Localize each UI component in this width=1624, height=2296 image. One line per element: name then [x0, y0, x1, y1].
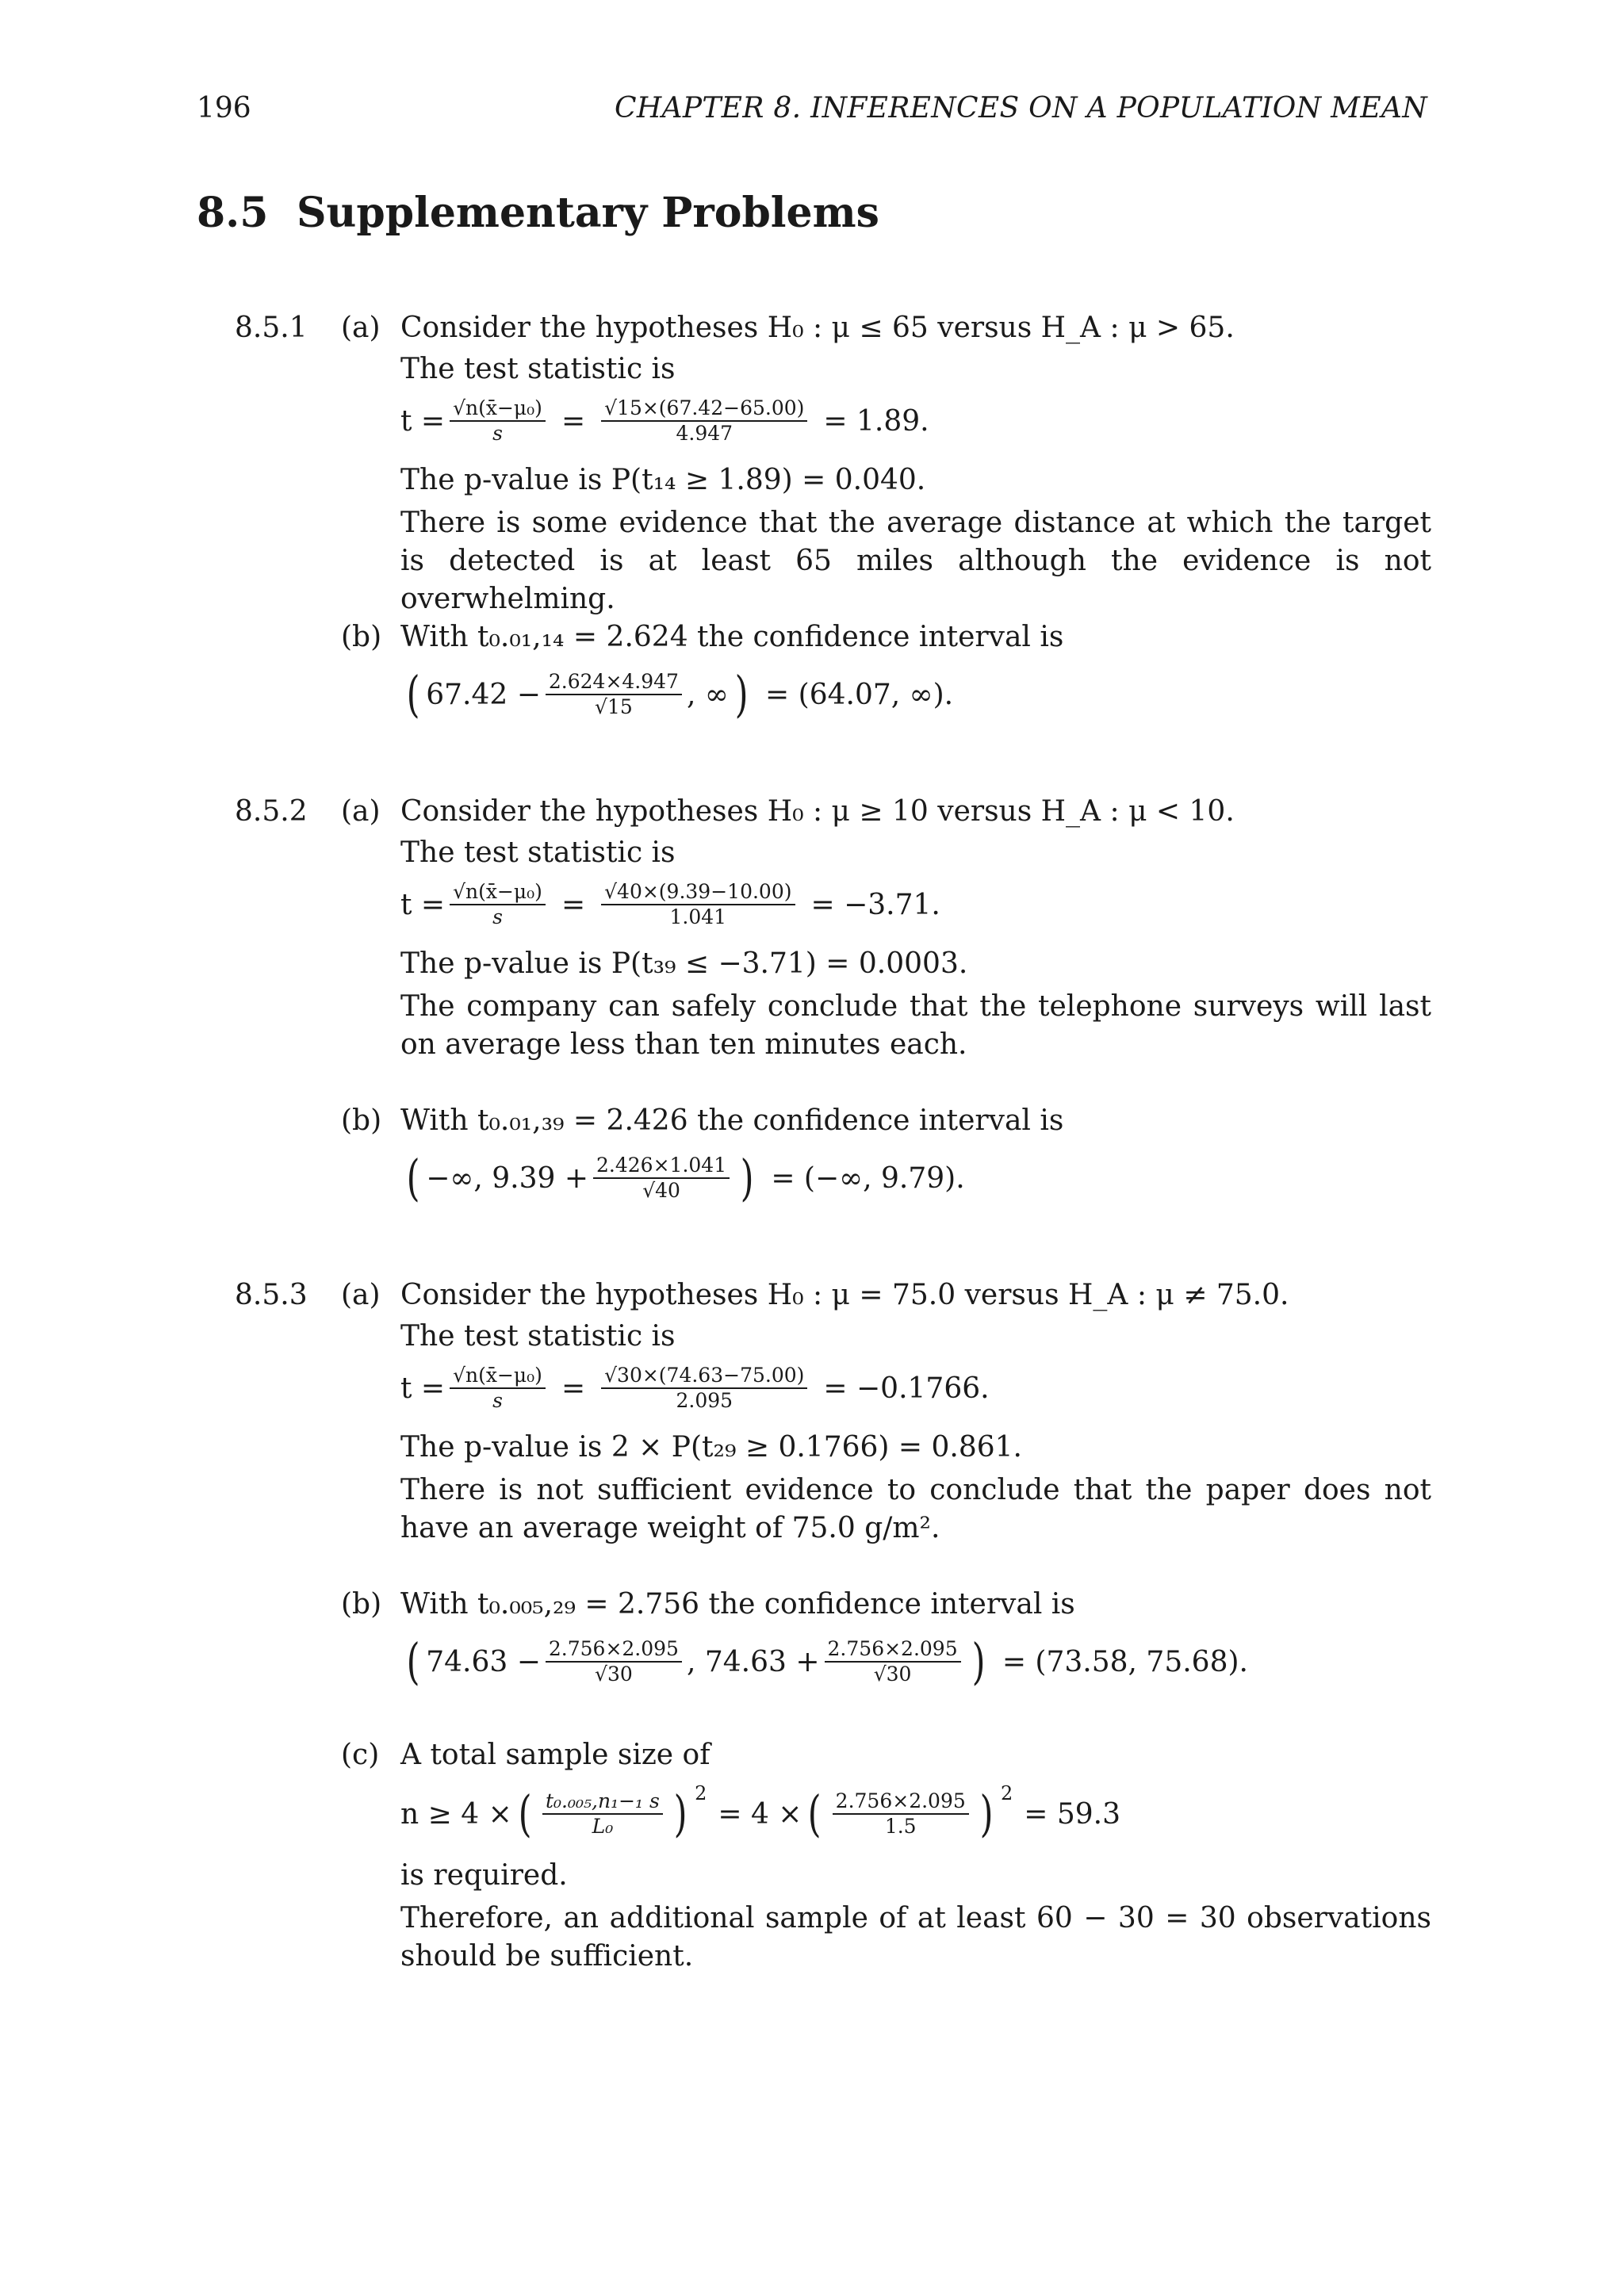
test-statistic-formula — [400, 1365, 990, 1412]
ci-left: 74.63 − — [426, 1645, 541, 1678]
confidence-interval-formula — [400, 665, 954, 723]
ci-fraction-lower — [546, 1636, 682, 1686]
p-value-text: The p-value is P(t₁₄ ≥ 1.89) = 0.040. — [400, 464, 926, 496]
fraction-denominator: 1.041 — [669, 905, 727, 929]
confidence-interval-intro: With t₀.₀₁,₃₉ = 2.426 the confidence interval is — [400, 1104, 1064, 1137]
formula-lhs: t = — [400, 1372, 446, 1405]
fraction-denominator: √30 — [595, 1663, 633, 1686]
fraction-denominator: s — [492, 422, 503, 446]
section-heading — [197, 189, 879, 237]
fraction-numerator: √30×(74.63−75.00) — [601, 1365, 807, 1389]
confidence-interval-intro: With t₀.₀₀₅,₂₉ = 2.756 the confidence interval is — [400, 1588, 1075, 1621]
fraction-numerator: 2.756×2.095 — [546, 1639, 682, 1663]
general-fraction — [450, 398, 546, 445]
test-statistic-intro: The test statistic is — [400, 836, 676, 869]
numeric-fraction — [601, 398, 807, 445]
formula-result: = −3.71. — [810, 888, 940, 921]
conclusion-text: Therefore, an additional sample of at least 60 − 30 = 30 observations should be sufficient. — [400, 1902, 1431, 1973]
fraction-numerator: 2.624×4.947 — [546, 672, 682, 695]
test-statistic-formula — [400, 398, 929, 445]
fraction-denominator: 2.095 — [676, 1389, 733, 1413]
section-number: 8.5 — [197, 189, 269, 237]
conclusion-text: The company can safely conclude that the telephone surveys will last on average less than ten minutes each. — [400, 990, 1431, 1061]
fraction-denominator: s — [492, 905, 503, 929]
confidence-interval-formula — [400, 1149, 965, 1207]
page-number: 196 — [197, 92, 251, 124]
formula-lhs: n ≥ 4 × — [400, 1797, 512, 1831]
equals-sign: = — [561, 888, 586, 921]
paren-close: ) — [979, 1785, 994, 1843]
ci-right: , ∞ — [686, 678, 729, 711]
conclusion-text: There is some evidence that the average distance at which the target is detected is at least 65 miles although the evidence is not overwhelming. — [400, 507, 1431, 615]
equals-sign: = — [561, 1372, 586, 1405]
fraction-denominator: √30 — [873, 1663, 912, 1686]
required-text: is required. — [400, 1859, 568, 1892]
fraction-numerator: √40×(9.39−10.00) — [601, 882, 795, 905]
fraction-denominator: s — [492, 1389, 503, 1413]
paren-open: ( — [406, 1632, 420, 1690]
exponent: 2 — [1000, 1782, 1013, 1804]
fraction-denominator: L₀ — [592, 1815, 614, 1838]
sample-size-fraction — [542, 1791, 663, 1838]
test-statistic-formula — [400, 882, 940, 928]
ci-mid: , 74.63 + — [686, 1645, 820, 1678]
general-fraction — [450, 882, 546, 928]
section-title: Supplementary Problems — [297, 189, 879, 237]
conclusion-text: There is not sufficient evidence to conclude that the paper does not have an average weight of 75.0 g/m². — [400, 1474, 1431, 1544]
ci-fraction-upper — [825, 1636, 961, 1686]
fraction-numerator: √n(x̄−μ₀) — [450, 398, 546, 422]
ci-fraction — [546, 669, 682, 718]
fraction-numerator: 2.756×2.095 — [825, 1639, 961, 1663]
paren-close: ) — [740, 1149, 754, 1207]
fraction-denominator: 1.5 — [884, 1815, 917, 1838]
test-statistic-intro: The test statistic is — [400, 1320, 676, 1353]
part-label: (b) — [341, 1588, 382, 1621]
part-label: (a) — [341, 1279, 381, 1311]
paren-open: ( — [406, 665, 420, 723]
problem-number: 8.5.2 — [235, 795, 308, 828]
ci-result: = (73.58, 75.68). — [1002, 1645, 1248, 1678]
fraction-numerator: 2.756×2.095 — [833, 1791, 969, 1815]
chapter-title: CHAPTER 8. INFERENCES ON A POPULATION MEAN — [614, 92, 1427, 124]
numeric-fraction — [601, 882, 795, 928]
formula-result: = −0.1766. — [823, 1372, 990, 1405]
hypotheses-text: Consider the hypotheses H₀ : μ ≤ 65 versus H_A : μ > 65. — [400, 312, 1235, 344]
p-value-text: The p-value is P(t₃₉ ≤ −3.71) = 0.0003. — [400, 947, 968, 980]
confidence-interval-formula — [400, 1632, 1248, 1690]
fraction-numerator: t₀.₀₀₅,n₁−₁ s — [542, 1791, 663, 1815]
formula-lhs: t = — [400, 888, 446, 921]
paren-close: ) — [673, 1785, 688, 1843]
problem-number: 8.5.1 — [235, 312, 308, 344]
formula-mid: = 4 × — [718, 1797, 802, 1831]
p-value-text: The p-value is 2 × P(t₂₉ ≥ 0.1766) = 0.861. — [400, 1431, 1023, 1464]
ci-result: = (−∞, 9.79). — [771, 1161, 965, 1195]
fraction-numerator: √n(x̄−μ₀) — [450, 882, 546, 905]
equals-sign: = — [561, 404, 586, 438]
sample-size-formula — [400, 1782, 1121, 1843]
sample-size-intro: A total sample size of — [400, 1739, 710, 1771]
part-label: (c) — [341, 1739, 380, 1771]
hypotheses-text: Consider the hypotheses H₀ : μ = 75.0 versus H_A : μ ≠ 75.0. — [400, 1279, 1289, 1311]
numeric-fraction — [601, 1365, 807, 1412]
ci-left: −∞, 9.39 + — [426, 1161, 589, 1195]
formula-result: = 1.89. — [823, 404, 929, 438]
paren-close: ) — [971, 1632, 986, 1690]
part-label: (a) — [341, 795, 381, 828]
numeric-fraction — [833, 1791, 969, 1838]
fraction-denominator: 4.947 — [676, 422, 733, 446]
problem-number: 8.5.3 — [235, 1279, 308, 1311]
ci-result: = (64.07, ∞). — [765, 678, 954, 711]
formula-result: = 59.3 — [1024, 1797, 1121, 1831]
exponent: 2 — [695, 1782, 707, 1804]
hypotheses-text: Consider the hypotheses H₀ : μ ≥ 10 versus H_A : μ < 10. — [400, 795, 1235, 828]
fraction-denominator: √15 — [595, 695, 633, 718]
confidence-interval-intro: With t₀.₀₁,₁₄ = 2.624 the confidence interval is — [400, 621, 1064, 653]
part-label: (a) — [341, 312, 381, 344]
formula-lhs: t = — [400, 404, 446, 438]
part-label: (b) — [341, 621, 382, 653]
fraction-denominator: √40 — [642, 1179, 680, 1202]
fraction-numerator: √15×(67.42−65.00) — [601, 398, 807, 422]
test-statistic-intro: The test statistic is — [400, 353, 676, 385]
paren-close: ) — [734, 665, 749, 723]
paren-open: ( — [406, 1149, 420, 1207]
ci-left: 67.42 − — [426, 678, 541, 711]
ci-fraction — [593, 1155, 730, 1202]
general-fraction — [450, 1365, 546, 1412]
running-head — [197, 92, 1427, 128]
paren-open: ( — [518, 1785, 532, 1843]
paren-open: ( — [808, 1785, 822, 1843]
fraction-numerator: √n(x̄−μ₀) — [450, 1365, 546, 1389]
part-label: (b) — [341, 1104, 382, 1137]
fraction-numerator: 2.426×1.041 — [593, 1155, 730, 1179]
